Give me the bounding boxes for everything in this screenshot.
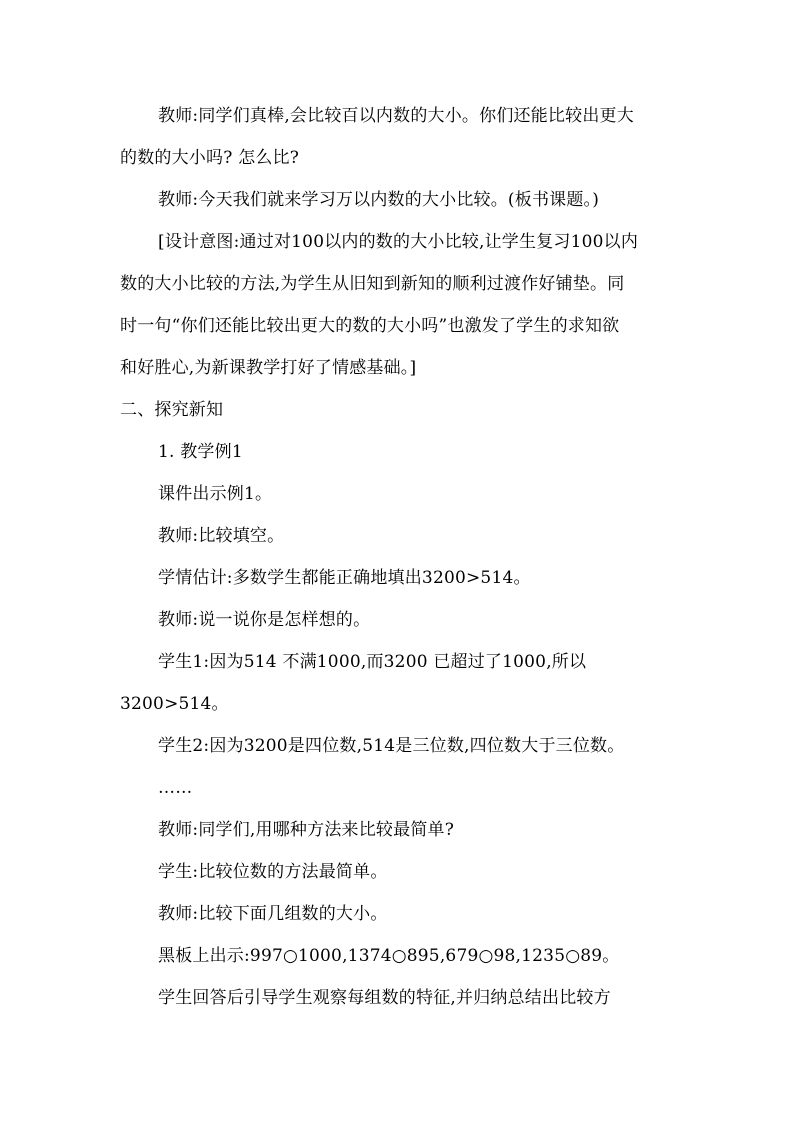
- design-intent-line: [设计意图:通过对100以内的数的大小比较,让学生复习100以内: [158, 232, 639, 252]
- subsection-heading: 1. 教学例1: [158, 442, 243, 462]
- paragraph-line: 黑板上出示:997○1000,1374○895,679○98,1235○89。: [158, 946, 620, 966]
- paragraph-line: 教师:比较下面几组数的大小。: [158, 904, 388, 924]
- paragraph-line: 学生1:因为514 不满1000,而3200 已超过了1000,所以: [158, 652, 587, 672]
- paragraph-line: 学情估计:多数学生都能正确地填出3200>514。: [158, 568, 531, 588]
- section-heading: 二、探究新知: [120, 400, 224, 420]
- paragraph-line: 学生:比较位数的方法最简单。: [158, 862, 388, 882]
- paragraph-line: 3200>514。: [120, 694, 229, 714]
- paragraph-line: 教师:说一说你是怎样想的。: [158, 610, 371, 630]
- design-intent-line: 数的大小比较的方法,为学生从旧知到新知的顺利过渡作好铺垫。同: [120, 274, 625, 294]
- paragraph-line: 的数的大小吗? 怎么比?: [120, 148, 300, 168]
- paragraph-line: 教师:同学们真棒,会比较百以内数的大小。你们还能比较出更大: [158, 106, 634, 126]
- paragraph-line: 教师:同学们,用哪种方法来比较最简单?: [158, 820, 455, 840]
- paragraph-line: 课件出示例1。: [158, 484, 273, 504]
- paragraph-line: 学生回答后引导学生观察每组数的特征,并归纳总结出比较方: [158, 988, 611, 1008]
- paragraph-line: 教师:比较填空。: [158, 526, 285, 546]
- design-intent-line: 时一句“你们还能比较出更大的数的大小吗”也激发了学生的求知欲: [120, 316, 620, 336]
- design-intent-line: 和好胜心,为新课教学打好了情感基础。]: [120, 358, 417, 378]
- ellipsis-line: ……: [158, 778, 193, 798]
- paragraph-line: 教师:今天我们就来学习万以内数的大小比较。(板书课题。): [158, 190, 600, 210]
- paragraph-line: 学生2:因为3200是四位数,514是三位数,四位数大于三位数。: [158, 736, 625, 756]
